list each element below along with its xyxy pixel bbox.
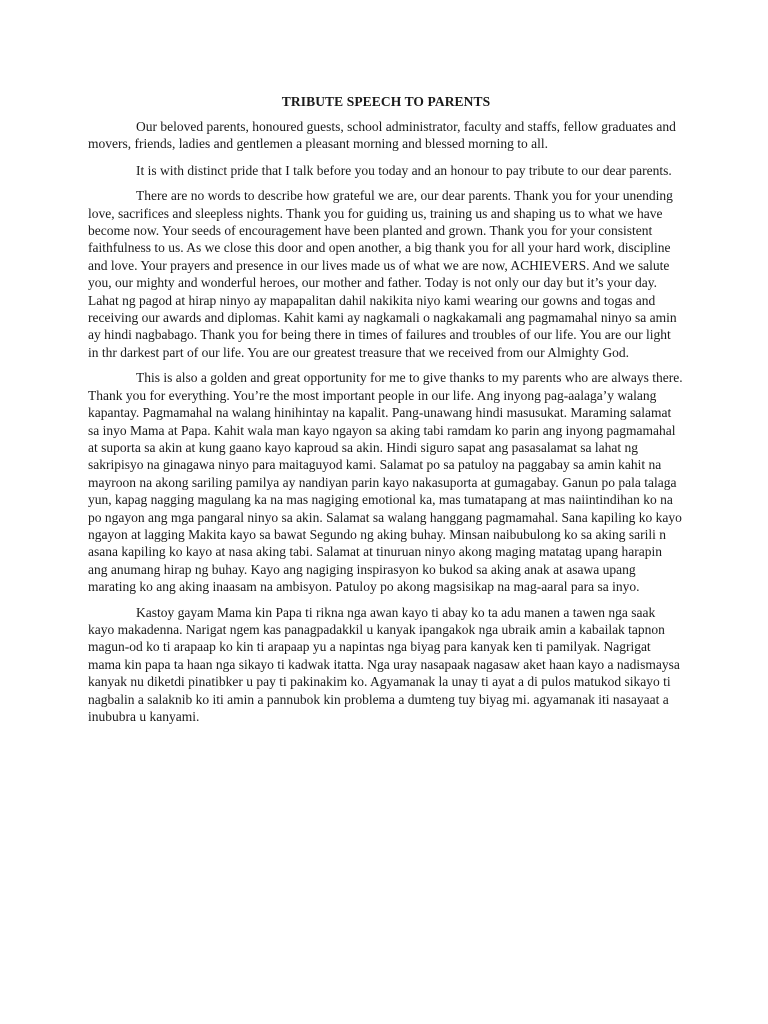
document-title: TRIBUTE SPEECH TO PARENTS [281, 94, 491, 109]
document-body [88, 92, 684, 733]
paragraph-introduction: It is with distinct pride that I talk before you today and an honour to pay tribute to our dear parents. [136, 162, 672, 178]
paragraph-ilocano: Kastoy gayam Mama kin Papa ti rikna nga awan kayo ti abay ko ta adu manen a tawen nga saak kayo makadenna. Narigat ngem kas panagpadakkil u kanyak ipangakok nga ubraik amin a kabailak tapnon magun-od ko ti arapaap ko kin ti arapaap yu a napintas nga biyag para kanyak ken ti pamilyak. Nagrigat mama kin papa ta haan nga sikayo ti kadwak itatta. Nga uray nasapaak nagasaw aket haan kayo a nadismaysa kanyak nu diketdi pinatibker u pay ti pakinakim ko. Agyamanak la unay ti ayat a di pulos matukod sikayo ti nagbalin a salaknib ko iti amin a pannubok kin problema a dumteng tuy biyag mi. agyamanak iti nasayaat a inububra u kanyami. [88, 604, 680, 724]
paragraph-greeting: Our beloved parents, honoured guests, school administrator, faculty and staffs, fellow graduates and movers, friends, ladies and gentlemen a pleasant morning and blessed morning to all. [88, 119, 676, 152]
paragraph-gratitude: There are no words to describe how grateful we are, our dear parents. Thank you for your unending love, sacrifices and sleepless nights. Thank you for guiding us, training us and shaping us to what we have become now. Your seeds of encouragement have been planted and grown. Thank you for your consistent faithfulness to us. As we close this door and open another, a big thank you for all your hard work, discipline and love. Your prayers and presence in our lives made us of what we are now, ACHIEVERS. And we salute you, our mighty and wonderful heroes, our mother and father. Today is not only our day but it’s your day. Lahat ng pagod at hirap ninyo ay mapapalitan dahil nakikita niyo kami wearing our gowns and togas and receiving our awards and diplomas. Kahit kami ay nagkamali o nagkakamali ang pagmamahal ninyo sa amin ay hindi nagbabago. Thank you for being there in times of failures and troubles of our life. You are our light in thr darkest part of our life. You are our greatest treasure that we received from our Almighty God. [88, 188, 677, 360]
paragraph-thanks-tagalog: This is also a golden and great opportunity for me to give thanks to my parents who are always there. Thank you for everything. You’re the most important people in our life. Ang inyong pag-aalaga’y walang kapantay. Pagmamahal na walang hinihintay na kapalit. Pang-unawang hindi masusukat. Maraming salamat sa inyo Mama at Papa. Kahit wala man kayo ngayon sa aking tabi ramdam ko parin ang inyong pagmamahal at suporta sa akin at kung gaano kayo kaproud sa akin. Hindi siguro sapat ang pasasalamat sa lahat ng sakripisyo na ginagawa ninyo para maitaguyod kami. Salamat po sa patuloy na paggabay sa amin kahit na mayroon na akong sariling pamilya ay nandiyan parin kayo nakasuporta at gumagabay. Ganun po pala talaga yun, kapag nagging magulang ka na mas nagiging emotional ka, mas tumatapang at mas naiintindihan ko na po ngayon ang mga pangaral ninyo sa akin. Salamat sa walang hanggang pagmamahal. Sana kapiling ko kayo ngayon at lagging Makita kayo sa bawat Segundo ng aking buhay. Minsan naibubulong ko sa aking sarili n asana kapiling ko kayo at nasa aking tabi. Salamat at tinuruan ninyo akong maging matatag upang harapin ang anumang hirap ng buhay. Kayo ang nagiging inspirasyon ko bukod sa aking anak at asawa upang marating ko ang aking inaasam na ambisyon. Patuloy po akong magsisikap na mag-aaral para sa inyo. [88, 370, 683, 595]
